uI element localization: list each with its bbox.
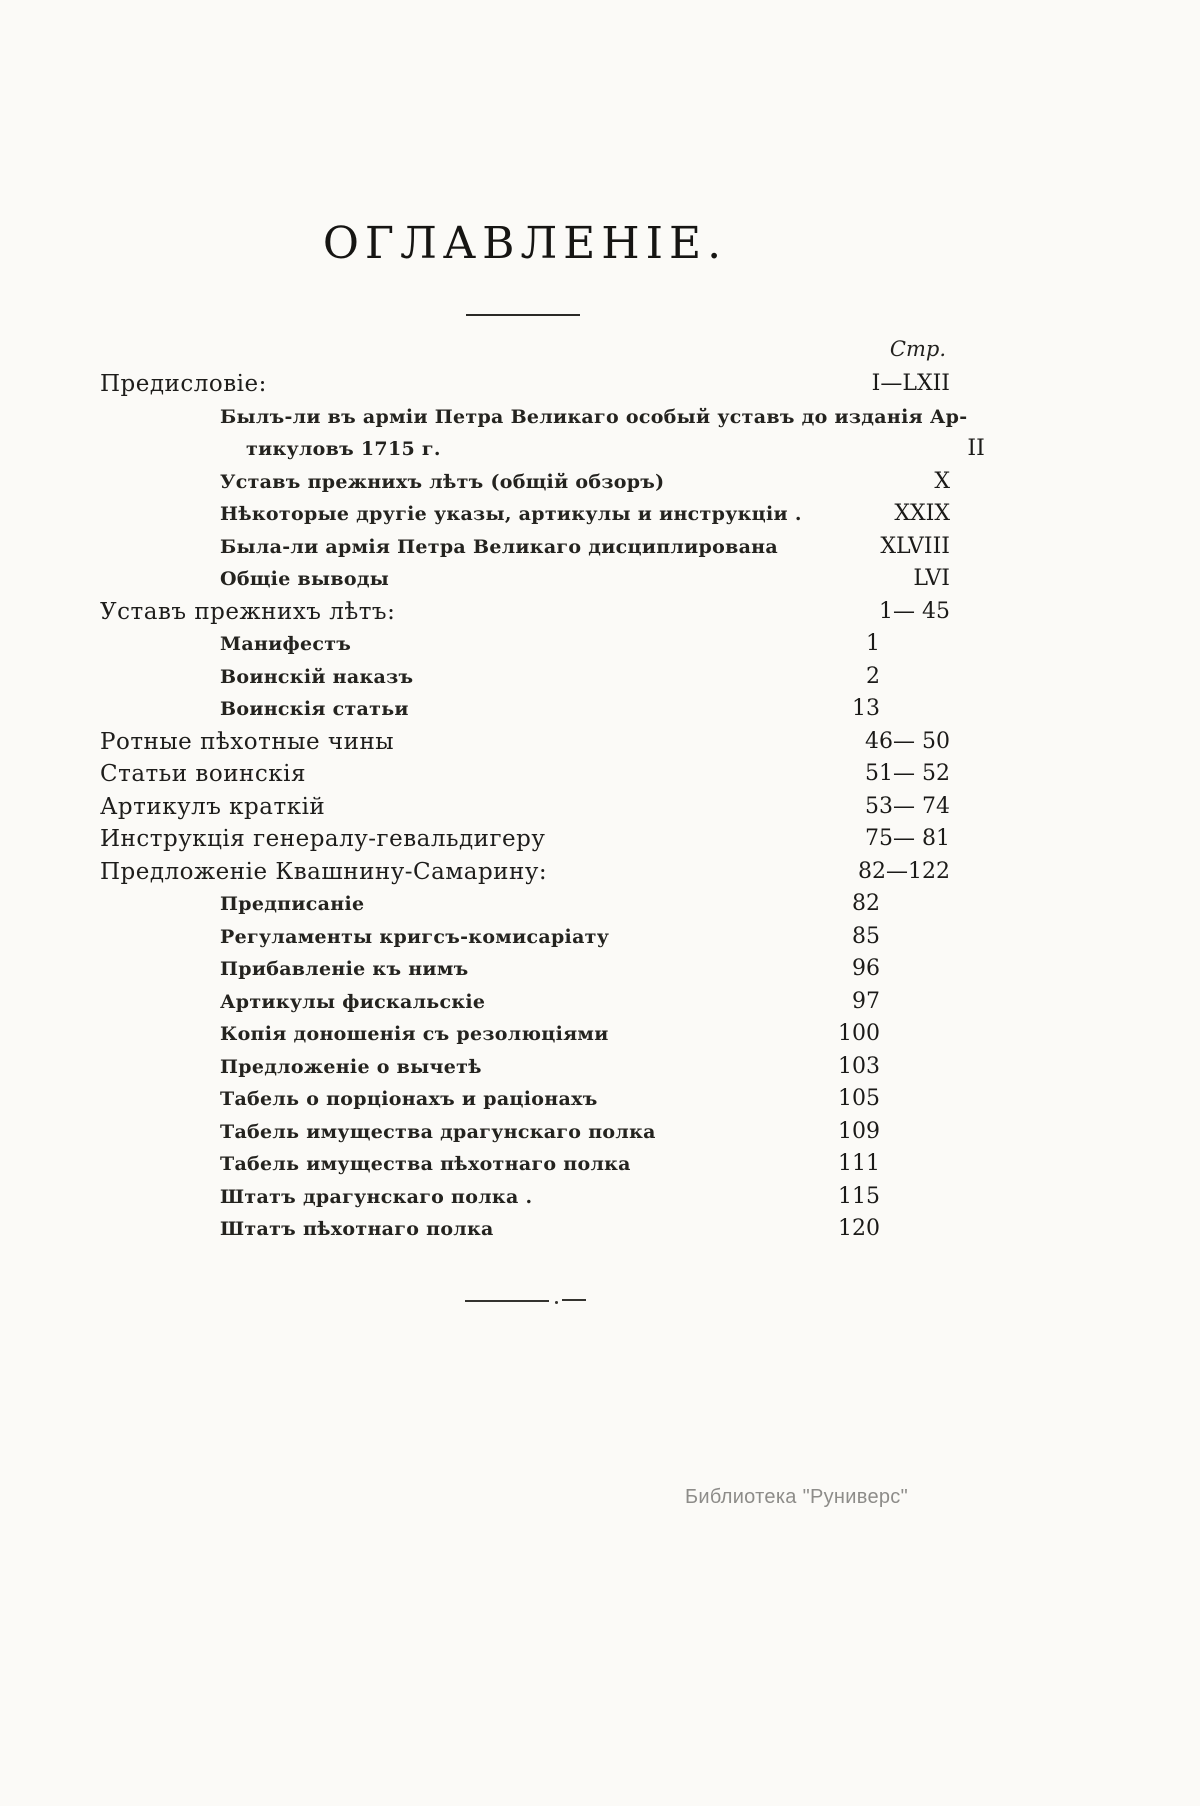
toc-entry-page: 97 — [852, 988, 880, 1014]
toc-entry-page: 111 — [838, 1151, 880, 1176]
toc-entry-page: 75— 81 — [865, 826, 950, 851]
toc-entry-line: Воинскія статьи — [220, 698, 409, 720]
toc-entry-line: Нѣкоторые другіе указы, артикулы и инструкціи . — [220, 503, 802, 525]
toc-entry-label — [100, 1181, 818, 1214]
toc-entry — [100, 1213, 950, 1246]
toc-entry — [100, 1116, 950, 1149]
toc-entry-page: LVI — [913, 566, 950, 591]
toc-entry — [100, 888, 950, 921]
toc-entry-page: XXIX — [894, 501, 950, 526]
toc-entry-page: 82—122 — [858, 858, 950, 884]
toc-entry-line: Общіе выводы — [220, 568, 390, 590]
toc-entry-page: 2 — [866, 663, 880, 689]
toc-entry-label — [100, 563, 818, 596]
toc-entry-page: 96 — [852, 956, 880, 981]
toc-entry-page: 51— 52 — [865, 761, 950, 786]
toc-entry — [100, 368, 950, 401]
toc-entry-label — [100, 368, 818, 401]
toc-entry-label — [100, 661, 818, 694]
toc-entry-label — [100, 1213, 818, 1246]
toc-entry-page: 109 — [838, 1118, 880, 1144]
toc-entry-line: Табель имущества пѣхотнаго полка — [220, 1153, 631, 1175]
bottom-rule — [465, 1299, 605, 1303]
toc-entry-label — [100, 856, 818, 889]
toc-entry-line: Штатъ пѣхотнаго полка — [220, 1218, 494, 1240]
toc-entry-line: Уставъ прежнихъ лѣтъ (общій обзоръ) — [220, 470, 665, 493]
toc-entry — [100, 1148, 950, 1181]
toc-entry-page: 1— 45 — [879, 598, 950, 624]
toc-entry — [100, 1051, 950, 1084]
toc-entry-line: Ротные пѣхотные чины — [100, 728, 395, 755]
toc-entry-line: Артикулъ краткій — [100, 793, 326, 820]
toc-entry-line: Инструкція генералу-гевальдигеру — [100, 826, 546, 852]
toc-entry-page: 46— 50 — [865, 728, 950, 754]
toc-entry-label — [100, 921, 818, 954]
toc-entry-label — [100, 986, 818, 1019]
toc-entry — [100, 953, 950, 986]
toc-entry-line: тикуловъ 1715 г. — [246, 438, 441, 460]
toc-entry-label — [100, 628, 818, 661]
toc-entry-label — [100, 953, 818, 986]
toc-entry-label — [100, 498, 818, 531]
toc-entry-line: Штатъ драгунскаго полка . — [220, 1185, 533, 1208]
toc-entry-page: 1 — [866, 631, 880, 656]
toc-entry-line: Табель о порціонахъ и раціонахъ — [220, 1088, 598, 1110]
toc-entry-label — [100, 1148, 818, 1181]
toc-entry-line: Прибавленіе къ нимъ — [220, 958, 469, 980]
toc-entry-label — [100, 1018, 818, 1051]
toc-entry-line: Предложеніе о вычетѣ — [220, 1055, 482, 1078]
toc-entry-label — [100, 693, 818, 726]
toc-entry-line: Регуламенты кригсъ-комисаріату — [220, 925, 610, 948]
library-watermark: Библиотека "Руниверс" — [684, 1486, 908, 1508]
toc-entry-label — [100, 888, 818, 921]
toc-entry — [100, 823, 950, 856]
toc-entry-page: 103 — [838, 1053, 880, 1079]
toc-entry — [100, 563, 950, 596]
toc-entry-line: Копія доношенія съ резолюціями — [220, 1023, 609, 1045]
rule-segment — [562, 1299, 586, 1301]
toc-entry — [100, 1083, 950, 1116]
page-column-header: Стр. — [889, 337, 946, 361]
rule-segment — [465, 1300, 549, 1302]
toc-entry-page: 115 — [838, 1183, 880, 1209]
toc-entry — [100, 1181, 950, 1214]
toc-entry — [100, 596, 950, 629]
table-of-contents — [100, 336, 985, 1246]
toc-entry-page: 85 — [852, 923, 880, 949]
toc-entry — [100, 791, 950, 824]
toc-entry — [100, 1018, 950, 1051]
toc-entry-line: Былъ-ли въ арміи Петра Великаго особый уставъ до изданія Ар- — [220, 405, 968, 428]
toc-entry — [100, 726, 950, 759]
toc-entry — [100, 693, 950, 726]
toc-entry — [100, 498, 950, 531]
toc-entry — [100, 661, 950, 694]
toc-entry — [100, 856, 950, 889]
title-rule — [466, 314, 580, 316]
toc-entry-label — [100, 758, 818, 791]
toc-entry-line: Табель имущества драгунскаго полка — [220, 1120, 656, 1143]
toc-entry-line: Предложеніе Квашнину-Самарину: — [100, 858, 548, 885]
toc-entry-line: Уставъ прежнихъ лѣтъ: — [100, 598, 396, 625]
toc-entry-page: 13 — [852, 696, 880, 721]
toc-entry-label — [100, 1116, 818, 1149]
toc-entry-line: Предписаніе — [220, 893, 365, 915]
toc-entry-line: Манифестъ — [220, 633, 352, 655]
toc-entry-line: Предисловіе: — [100, 371, 267, 397]
page-title: ОГЛАВЛЕНІЕ. — [322, 218, 728, 269]
toc-entry-line: Была-ли армія Петра Великаго дисциплирована — [220, 535, 778, 558]
toc-entry-line: Воинскій наказъ — [220, 665, 414, 688]
toc-entry-line: Статьи воинскія — [100, 761, 306, 787]
toc-entry — [100, 401, 985, 466]
toc-entry — [100, 628, 950, 661]
toc-entry-line: Артикулы фискальскіе — [220, 990, 486, 1013]
toc-entry-label — [100, 401, 967, 466]
toc-entry — [100, 466, 950, 499]
toc-entry-page: XLVIII — [880, 533, 950, 559]
toc-entry-label — [100, 1051, 818, 1084]
toc-entry — [100, 921, 950, 954]
rule-dot — [555, 1301, 558, 1304]
toc-entry-page: 82 — [852, 891, 880, 916]
toc-entry-label — [100, 466, 818, 499]
toc-entry-page: 120 — [838, 1216, 880, 1241]
toc-entry-label — [100, 823, 818, 856]
toc-entry-label — [100, 791, 818, 824]
toc-entry-label — [100, 726, 818, 759]
toc-entry-page: 100 — [838, 1021, 880, 1046]
toc-entry-label — [100, 596, 818, 629]
toc-entry — [100, 531, 950, 564]
toc-entry-page: I—LXII — [871, 371, 950, 396]
toc-entry-page: II — [967, 436, 985, 461]
toc-entry-list — [100, 368, 985, 1246]
toc-entry — [100, 986, 950, 1019]
toc-entry — [100, 758, 950, 791]
toc-entry-page: X — [934, 468, 950, 494]
toc-entry-label — [100, 1083, 818, 1116]
toc-entry-label — [100, 531, 818, 564]
toc-entry-page: 105 — [838, 1086, 880, 1111]
toc-entry-page: 53— 74 — [865, 793, 950, 819]
